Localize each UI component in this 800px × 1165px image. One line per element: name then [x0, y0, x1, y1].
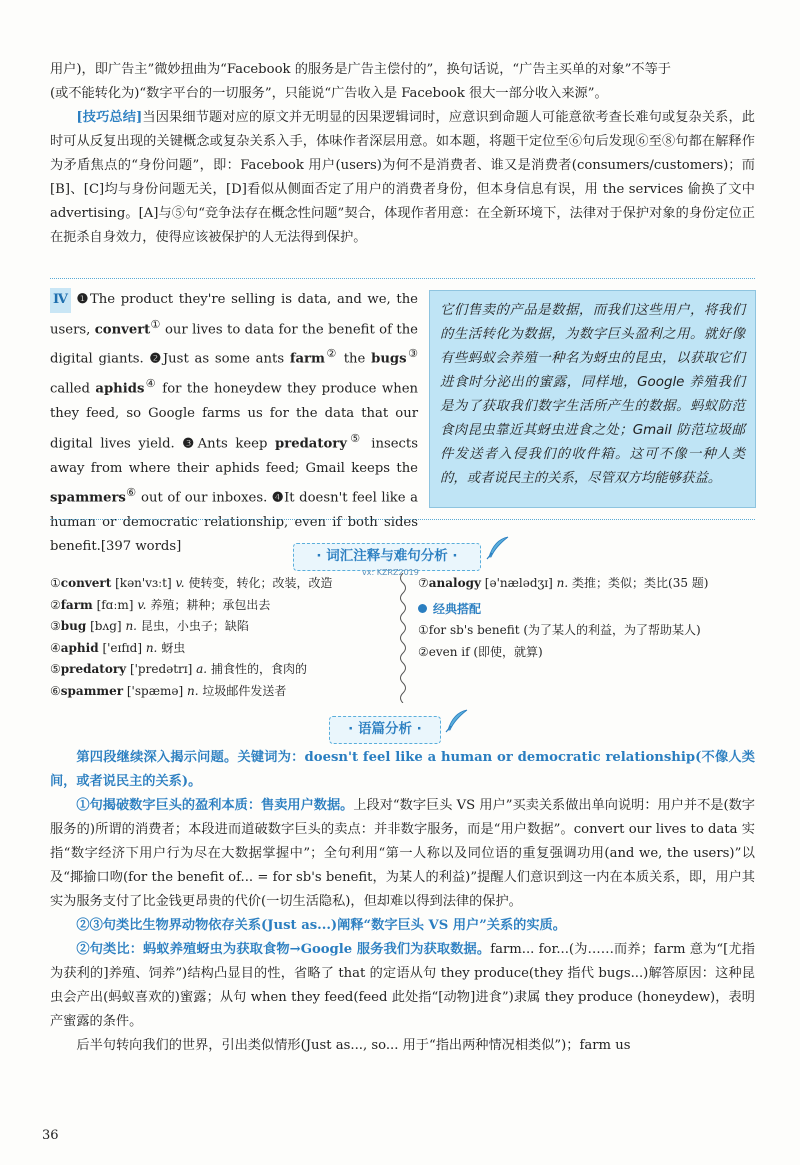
quill-icon: [484, 535, 510, 561]
sentence-2-part: called: [50, 381, 96, 397]
analysis-body: [50, 746, 755, 1058]
analysis-point-1-head: ①句揭破数字巨头的盈利本质：售卖用户数据。: [76, 798, 354, 813]
analysis-point-3-body: farm... for...(为……而养；farm 意为“[尤指为获利的]养殖、饲养”)结构凸显目的性，省略了 that 的定语从句 they produce(they 指代 bugs...)解答原因：这种昆虫会产出(蚂蚁喜欢的)蜜露；从句 when they feed(feed 此处指“[动物]进食”)隶属 they produce (honeydew)，表明产蜜露的条件。: [50, 942, 755, 1029]
quill-icon: [443, 708, 469, 734]
vocab-section-title: · 词汇注释与难句分析 ·: [293, 543, 481, 571]
vocab-item: ③bug [bʌg] n. 昆虫，小虫子；缺陷: [50, 619, 249, 633]
analysis-point-3: [50, 938, 755, 1034]
translation-text: 它们售卖的产品是数据，而我们这些用户，将我们的生活转化为数据，为数字巨头盈利之用。就好像有些蚂蚁会养殖一种名为蚜虫的昆虫，以获取它们进食时分泌出的蜜露，同样地，Google 养殖我们是为了获取我们数字生活所产生的数据。蚂蚁防范食肉昆虫靠近其蚜虫进食之处；Gmail 防范垃圾邮件发送者入侵我们的收件箱。这可不像一种人类的，或者说民主的关系，尽管双方均能够获益。: [440, 303, 745, 486]
sentence-2-part: for the honeydew they produce when they feed, so Google farms us for the data that our digital lives yield.: [50, 381, 419, 452]
collocation-item: ①for sb's benefit (为了某人的利益，为了帮助某人): [418, 623, 701, 637]
translation-box: [429, 290, 756, 508]
tip-label: [技巧总结]: [76, 110, 143, 125]
divider: [50, 519, 755, 520]
analysis-point-4: 后半句转向我们的世界，引出类似情形(Just as..., so... 用于“指出两种情况相类似”)；farm us: [76, 1038, 631, 1053]
vocab-item: ⑤predatory ['predətrɪ] a. 捕食性的，食肉的: [50, 662, 307, 676]
watermark: vx: KZRZ2019: [362, 568, 419, 577]
note-ref: ⑥: [125, 486, 137, 500]
vocab-item: ⑦analogy [ə'nælədʒɪ] n. 类推；类似；类比(35 题): [418, 576, 709, 590]
page-number: 36: [42, 1128, 59, 1143]
analysis-point-1-body: 上段对“数字巨头 VS 用户”买卖关系做出单向说明：用户并不是(数字服务的)所谓的消费者；本段进而道破数字巨头的卖点：并非数字服务，而是“用户数据”。convert our lives to data 实指“数字经济下用户行为尽在大数据掌握中”；全句利用“第一人称以及同位语的重复强调功用(and we, the users)”以及“揶揄口吻(for the benefit of... = for sb's benefit，为某人的利益)”提醒人们意识到这一内在本质关系，即，用户其实为服务支付了比金钱更昂贵的代价(一切生活隐私)，但却难以得到法律的保护。: [50, 798, 755, 909]
vocab-predatory: predatory: [275, 436, 347, 452]
paragraph-marker: Ⅳ: [50, 288, 71, 313]
analysis-point-3-head: ②句类比：蚂蚁养殖蚜虫为获取食物→Google 服务我们为获取数据。: [76, 942, 491, 957]
sentence-2-part: the: [337, 351, 372, 367]
vocab-item: ①convert [kən'vɜːt] v. 使转变，转化；改装，改造: [50, 576, 333, 590]
collocation-heading: 经典搭配: [418, 599, 708, 621]
analysis-intro: 第四段继续深入揭示问题。关键词为：doesn't feel like a human or democratic relationship(不像人类间，或者说民主的关系)。: [50, 750, 755, 789]
sentence-number-2: ❷: [149, 351, 163, 367]
vocab-item: ④aphid ['eɪfɪd] n. 蚜虫: [50, 640, 186, 655]
sentence-3-part: insects away from where their aphids feed; Gmail keeps the: [50, 436, 418, 476]
vocab-aphids: aphids: [95, 381, 145, 397]
collocation-item: ②even if (即使，就算): [418, 644, 543, 659]
vocab-convert: convert: [94, 321, 151, 337]
intro-line-2: (或不能转化为)“数字平台的一切服务”，只能说“广告收入是 Facebook 很大一部分收入来源”。: [50, 86, 608, 101]
vocab-item: ②farm [fɑːm] v. 养殖；耕种；承包出去: [50, 597, 271, 612]
sentence-1-part: our lives to data for the benefit of the digital giants.: [50, 321, 418, 367]
sentence-1-part: The product they're selling is data, and we, the users,: [50, 292, 418, 337]
note-ref: ④: [144, 377, 157, 391]
vocab-farm: farm: [289, 351, 325, 367]
analysis-point-1: [50, 794, 755, 914]
sentence-number-4: ❹: [271, 490, 285, 506]
note-ref: ①: [150, 317, 161, 331]
note-ref: ②: [324, 347, 338, 361]
sentence-number-1: ❶: [76, 292, 90, 307]
sentence-2-part: Just as some ants: [162, 351, 290, 367]
analysis-section-title: · 语篇分析 ·: [329, 716, 441, 744]
bullet-icon: [418, 604, 427, 613]
vocab-spammers: spammers: [50, 490, 126, 506]
intro-line-1: 用户)，即广告主”微妙扭曲为“Facebook 的服务是广告主偿付的”，换句话说，“广告主买单的对象”不等于: [50, 62, 671, 77]
vocab-bugs: bugs: [371, 351, 407, 367]
tip-body: 当因果细节题对应的原文并无明显的因果逻辑词时，应意识到命题人可能意欲考查长难句或复杂关系，此时可从反复出现的关键概念或复杂关系入手，体味作者深层用意。如本题，将题干定位至⑥句后发现⑥至⑧句都在解释作为矛盾焦点的“身份问题”，即：Facebook 用户(users)为何不是消费者、谁又是消费者(consumers/customers)；而[B]、[C]均与身份问题无关，[D]看似从侧面否定了用户的消费者身份，但本身信息有误，用 the services 偷换了文中 advertising。[A]与⑤句“竞争法存在概念性问题”契合，体现作者用意：在全新环境下，法律对于保护对象的身份定位正在扼杀自身效力，使得应该被保护的人无法得到保护。: [50, 110, 755, 245]
divider: [50, 278, 755, 279]
vocab-list-right: [418, 573, 708, 663]
intro-text: [50, 58, 755, 250]
tip-paragraph: [50, 106, 755, 250]
sentence-number-3: ❸: [182, 436, 198, 452]
note-ref: ⑤: [346, 431, 364, 445]
sentence-4: It doesn't feel like a human or democratic relationship, even if both sides benefit.: [50, 490, 419, 555]
analysis-point-2: ②③句类比生物界动物依存关系(Just as...)阐释“数字巨头 VS 用户”关系的实质。: [76, 918, 566, 933]
sentence-3-part: out of our inboxes.: [136, 490, 272, 506]
word-count: [397 words]: [100, 539, 182, 555]
note-ref: ③: [406, 347, 418, 361]
vocab-item: ⑥spammer ['spæmə] n. 垃圾邮件发送者: [50, 683, 287, 698]
vocab-list-left: [50, 573, 332, 702]
sentence-3-part: Ants keep: [197, 436, 276, 452]
column-divider: [396, 573, 410, 703]
